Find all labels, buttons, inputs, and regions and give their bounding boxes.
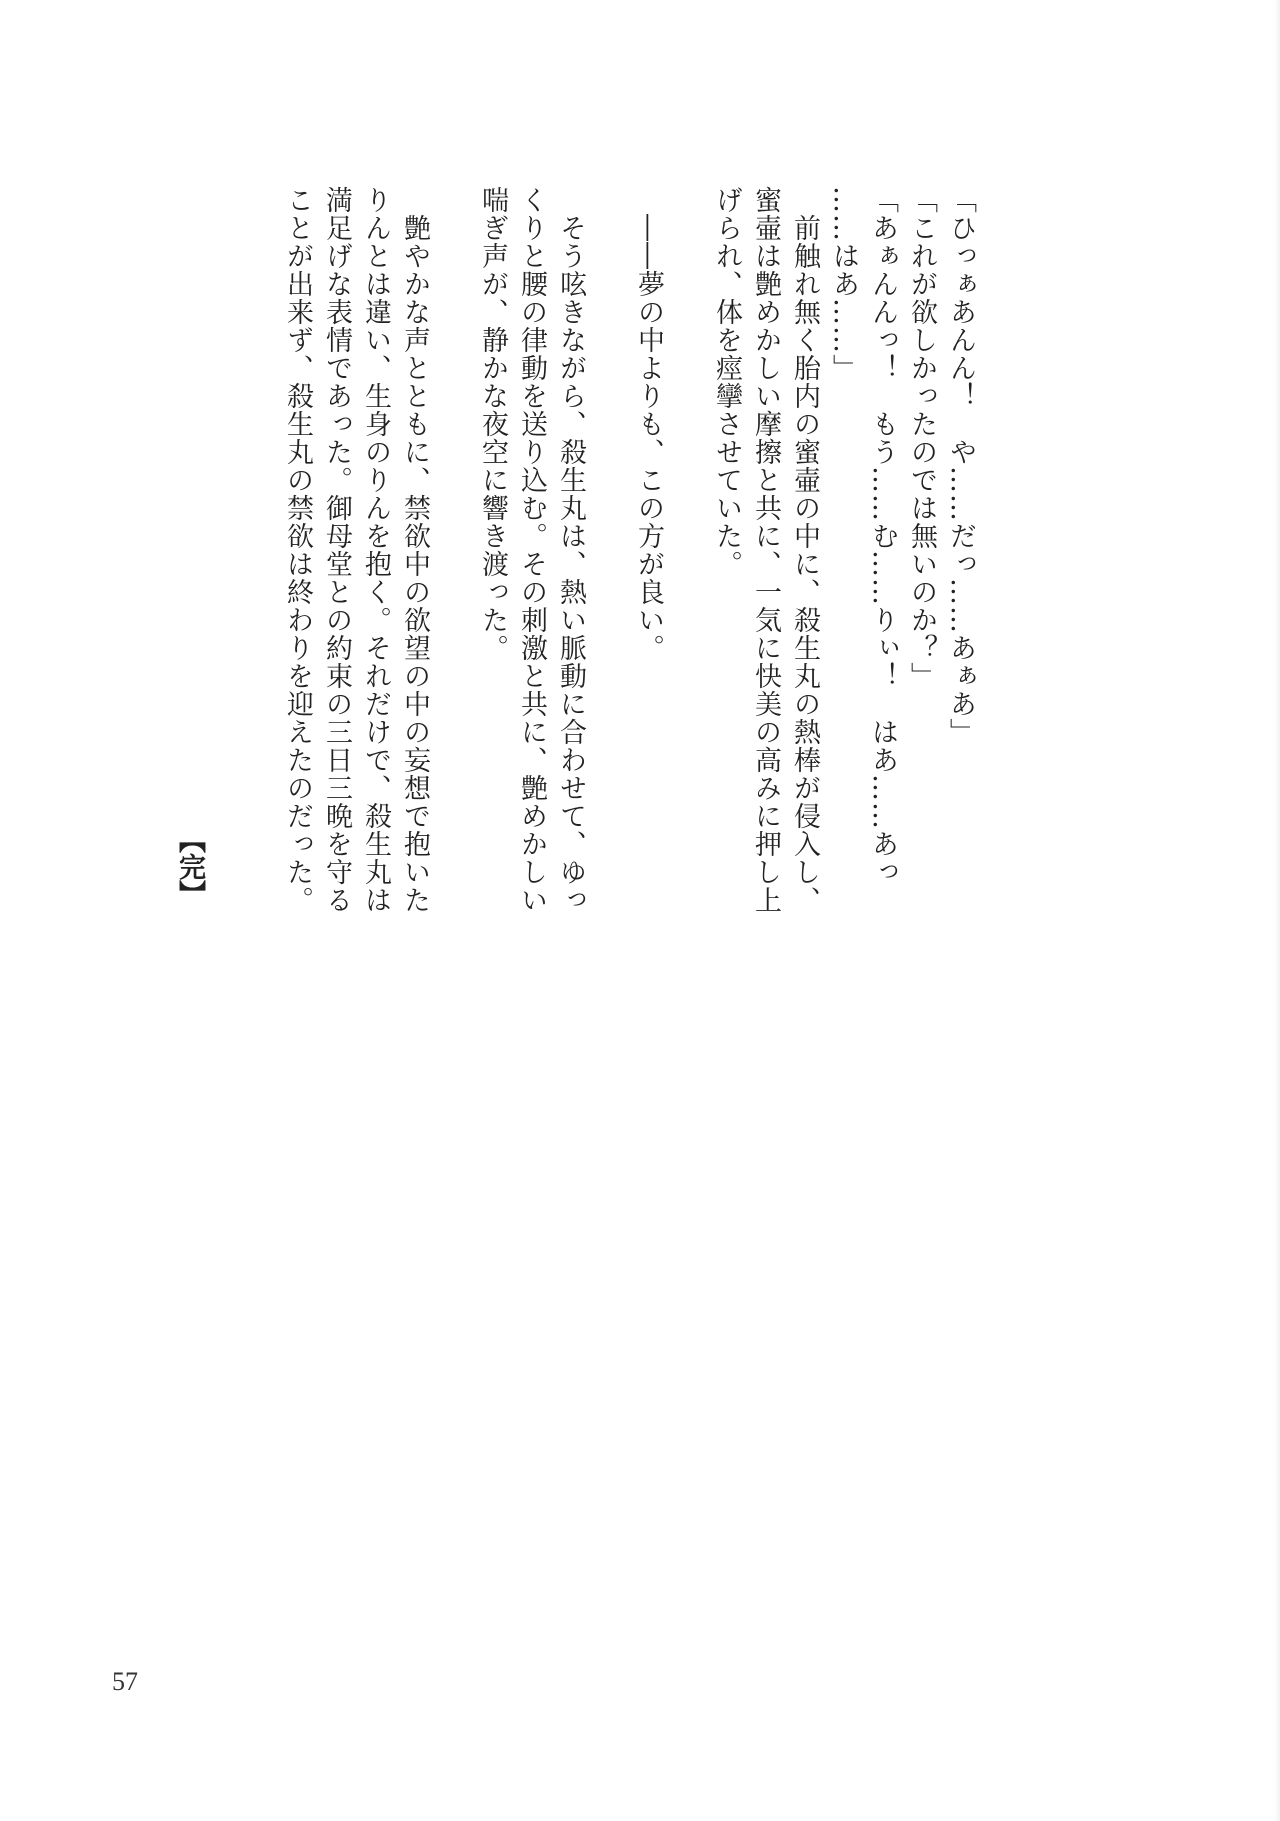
text-line: 「これが欲しかったのでは無いのか？」	[906, 186, 937, 690]
text-line: 前触れ無く胎内の蜜壷の中に、殺生丸の熱棒が侵入し、	[789, 186, 820, 914]
text-line: りんとは違い、生身のりんを抱く。それだけで、殺生丸は	[360, 186, 391, 914]
page-number: 57	[112, 1667, 138, 1696]
text-line: げられ、体を痙攣させていた。	[711, 186, 742, 578]
text-line: 「あぁんんっ！ もう……む……りぃ！ はあ……あっ	[867, 186, 898, 886]
text-line: 喘ぎ声が、静かな夜空に響き渡った。	[477, 186, 508, 662]
text-line: 満足げな表情であった。御母堂との約束の三日三晩を守る	[321, 186, 352, 914]
text-line: 蜜壷は艶めかしい摩擦と共に、一気に快美の高みに押し上	[750, 186, 781, 914]
body-text	[278, 186, 980, 914]
blank-line	[668, 186, 707, 886]
page-edge-shadow	[1274, 0, 1280, 1821]
blank-line	[434, 186, 473, 886]
text-line: ……はあ……」	[828, 186, 859, 382]
text-line: そう呟きながら、殺生丸は、熱い脈動に合わせて、ゆっ	[555, 186, 586, 914]
text-line: くりと腰の律動を送り込む。その刺激と共に、艶めかしい	[516, 186, 547, 914]
blank-line	[590, 186, 629, 886]
end-mark: 【完】	[174, 826, 205, 907]
text-line: ことが出来ず、殺生丸の禁欲は終わりを迎えたのだった。	[282, 186, 313, 914]
text-line: ――夢の中よりも、この方が良い。	[633, 186, 664, 662]
text-line: 「ひっぁあんん！ や……だっ……あぁあ」	[945, 186, 976, 746]
text-line: 艶やかな声とともに、禁欲中の欲望の中の妄想で抱いた	[399, 186, 430, 914]
